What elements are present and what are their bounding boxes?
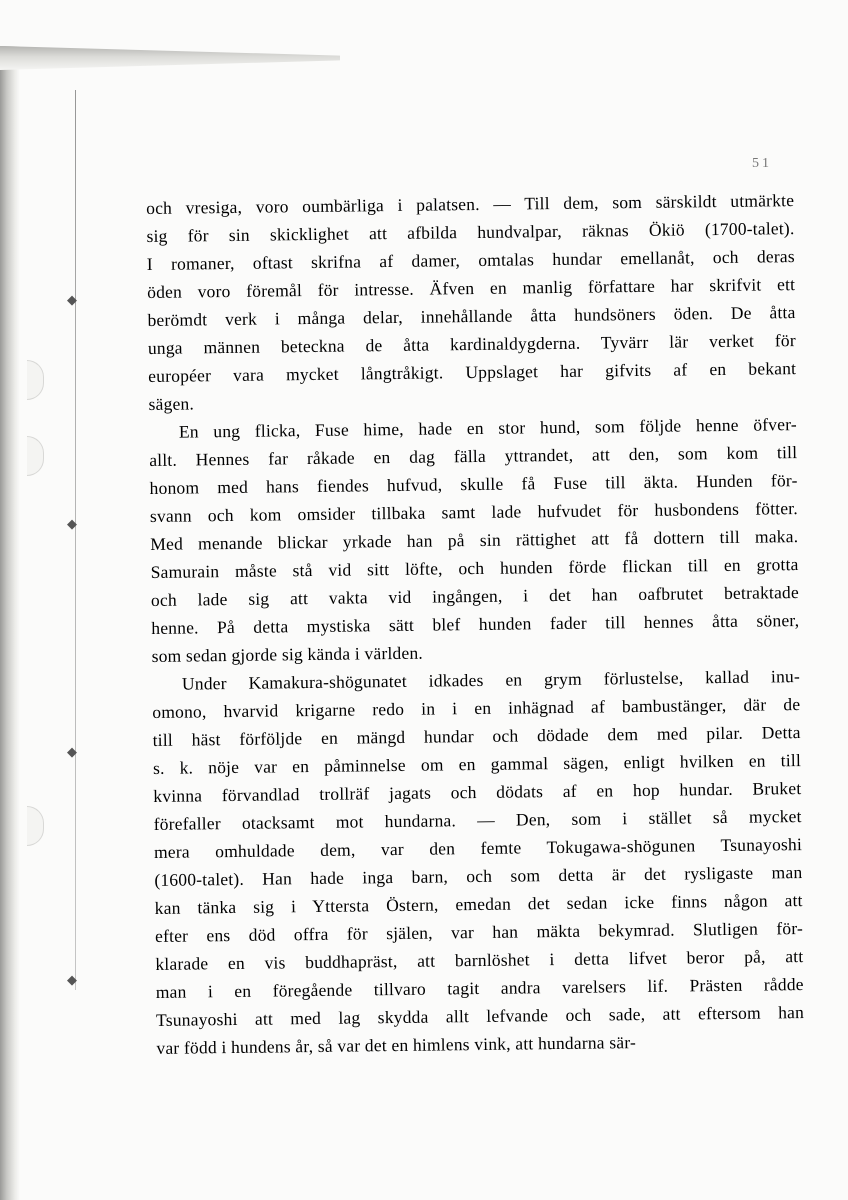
page-number: 51 xyxy=(752,156,772,171)
punch-hole xyxy=(27,806,44,846)
margin-rule xyxy=(75,90,76,990)
text-line: henne. På detta mystiska sätt blef hunden fader till hennes åtta söner, xyxy=(151,610,800,638)
text-line: honom med hans fiendes hufvud, skulle få Fuse till äkta. Hunden för- xyxy=(149,470,798,498)
text-line: I romaner, oftast skrifna af damer, omtalas hundar emellanåt, och deras xyxy=(146,246,795,274)
text-line: allt. Hennes far råkade en dag fälla yttrandet, att den, som kom till xyxy=(149,442,798,470)
text-line: En ung flicka, Fuse hime, hade en stor hund, som följde henne öfver- xyxy=(178,414,797,442)
text-line: var född i hundens år, så var det en himlens vink, att hundarna sär- xyxy=(156,1032,637,1058)
text-line: och lade sig att vakta vid ingången, i det han oafbrutet betraktade xyxy=(150,582,800,610)
paragraph xyxy=(152,662,805,1062)
text-line: öden voro föremål för intresse. Äfven en manlig författare har skrifvit ett xyxy=(147,274,796,302)
text-line: och vresiga, voro oumbärliga i palatsen. — Till dem, som särskildt utmärkte xyxy=(146,190,795,218)
text-line: Med menande blickar yrkade han på sin rättighet att få dottern till maka. xyxy=(150,526,799,554)
text-line: kan tänka sig i Yttersta Östern, emedan det sedan icke finns någon att xyxy=(154,890,803,918)
text-line: efter ens död offra för själen, var han mäkta bekymrad. Slutligen för- xyxy=(154,918,804,946)
text-line: klarade en vis buddhapräst, att barnlöshet i detta lifvet beror på, att xyxy=(155,946,804,974)
binder-ring-icon: ◆ xyxy=(67,516,77,531)
text-line: till häst förföljde en mängd hundar och dödade dem med pilar. Detta xyxy=(152,722,801,750)
punch-hole xyxy=(27,436,44,476)
paragraph xyxy=(146,186,797,418)
binder-ring-icon: ◆ xyxy=(67,972,77,987)
text-line: förefaller otacksamt mot hundarna. — Den, som i stället så mycket xyxy=(153,806,802,834)
text-line: berömdt verk i många delar, innehållande åtta hundsöners öden. De åtta xyxy=(147,302,796,330)
punch-hole xyxy=(27,360,44,400)
top-edge-shadow xyxy=(0,46,340,70)
text-line: (1600-talet). Han hade inga barn, och som detta är det rysligaste man xyxy=(154,862,803,890)
text-line: svann och kom omsider tillbaka samt lade hufvudet för husbondens fötter. xyxy=(149,498,799,526)
text-line: kvinna förvandlad trollräf jagats och dödats af en hop hundar. Bruket xyxy=(153,778,802,806)
text-line: sägen. xyxy=(148,393,195,414)
binding-shadow xyxy=(0,46,20,1200)
text-line: Tsunayoshi att med lag skydda allt lefvande och sade, att eftersom han xyxy=(155,1002,805,1030)
text-line: Under Kamakura-shögunatet idkades en grym förlustelse, kallad inu- xyxy=(181,666,801,694)
text-line: s. k. nöje var en påminnelse om en gammal sägen, enligt hvilken en till xyxy=(152,750,802,778)
text-line: som sedan gjorde sig kända i världen. xyxy=(151,642,424,666)
text-line: Samurain måste stå vid sitt löfte, och hunden förde flickan till en grotta xyxy=(150,554,799,582)
text-line: man i en föregående tillvaro tagit andra varelsers lif. Prästen rådde xyxy=(155,974,804,1002)
binder-ring-icon: ◆ xyxy=(67,744,77,759)
text-line: mera omhuldade dem, var den femte Tokugawa-shögunen Tsunayoshi xyxy=(153,834,803,862)
body-text xyxy=(146,186,805,1062)
text-line: européer vara mycket långtråkigt. Uppslaget har gifvits af en bekant xyxy=(148,358,797,386)
text-line: sig för sin skicklighet att afbilda hundvalpar, räknas Ökiö (1700-talet). xyxy=(146,218,795,246)
paragraph xyxy=(149,410,800,670)
binder-ring-icon: ◆ xyxy=(67,292,77,307)
text-line: omono, hvarvid krigarne redo in i en inhägnad af bambustänger, där de xyxy=(152,694,801,722)
text-line: unga männen beteckna de åtta kardinaldygderna. Tyvärr lär verket för xyxy=(147,330,796,358)
